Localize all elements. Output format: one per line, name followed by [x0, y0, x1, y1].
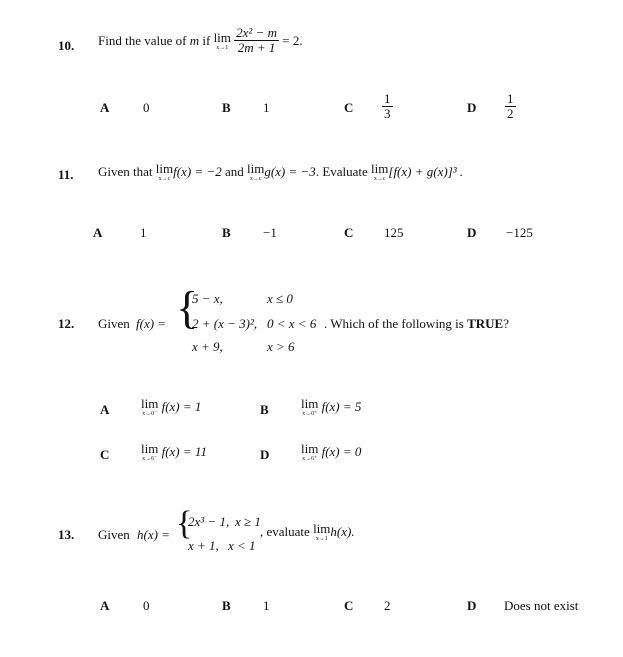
q10-option-a-value: 0 [143, 100, 150, 115]
q12-tail [324, 316, 509, 332]
q11-option-a-letter: A [93, 225, 103, 240]
q10-fraction [234, 26, 279, 56]
q12-case-1-cond: x ≤ 0 [267, 291, 293, 306]
q12-case-3-expr: x + 9, [192, 339, 223, 354]
q11-evaluate: . Evaluate [315, 164, 368, 179]
option-expr: f(x) = 0 [321, 444, 362, 459]
q11-option-b-value: −1 [263, 225, 277, 240]
q12-case-3-cond: x > 6 [267, 339, 295, 354]
question-11-text [98, 162, 463, 182]
q10-var: m [189, 32, 200, 48]
q10-option-d-letter: D [467, 100, 477, 115]
q12-option-c-value [141, 442, 207, 462]
frac-den: 3 [384, 106, 391, 122]
q12-given: Given [98, 316, 130, 331]
q11-option-a-value: 1 [140, 225, 147, 240]
lim-subscript: x→c [373, 176, 386, 182]
q12-tail-end: ? [503, 316, 510, 331]
q11-and: and [224, 164, 244, 179]
q11-option-c-letter: C [344, 225, 354, 240]
q10-option-b-value: 1 [263, 100, 270, 115]
q10-option-a-letter: A [100, 100, 110, 115]
lim-word: lim [213, 29, 231, 45]
lim-subscript: x→0⁻ [142, 411, 158, 417]
q10-numerator: 2x² − m [236, 25, 277, 40]
q12-option-d-value [301, 442, 361, 462]
q11-expr2: g(x) = −3 [264, 164, 316, 179]
q10-equals: = 2. [282, 32, 303, 48]
question-10-text [98, 26, 303, 56]
q13-case-1-expr: 2x³ − 1, [188, 514, 230, 529]
q13-tail [260, 522, 355, 542]
question-10-number: 10. [58, 38, 75, 53]
q10-option-c-letter: C [344, 100, 354, 115]
lim-word: lim [155, 161, 174, 176]
q12-case-2-cond: 0 < x < 6 [267, 316, 317, 331]
frac-num: 1 [507, 91, 514, 106]
q13-option-c-letter: C [344, 598, 354, 613]
q11-limit-2 [247, 162, 264, 182]
lim-subscript: x→6⁻ [142, 456, 158, 462]
q13-option-b-letter: B [222, 598, 231, 613]
q12-tail-text: . Which of the following is [324, 316, 464, 331]
q13-brace: { [176, 505, 193, 542]
lim-word: lim [141, 396, 159, 411]
frac-num: 1 [384, 91, 391, 106]
q13-option-a-value: 0 [143, 598, 150, 613]
lim-word: lim [141, 441, 159, 456]
lim-word: lim [301, 441, 319, 456]
lim-subscript: x→6⁺ [302, 456, 318, 462]
q11-option-d-letter: D [467, 225, 477, 240]
q13-option-b-value: 1 [263, 598, 270, 613]
lim-subscript: x→c [249, 176, 262, 182]
q10-prefix: Find the value of [98, 32, 187, 48]
lim-subscript: x→c [158, 176, 171, 182]
q12-tail-bold: TRUE [467, 316, 504, 331]
option-expr: f(x) = 5 [321, 399, 362, 414]
q12-option-d-letter: D [260, 447, 270, 462]
q11-limit-1 [156, 162, 173, 182]
q11-option-b-letter: B [222, 225, 231, 240]
q13-option-d-letter: D [467, 598, 477, 613]
q12-option-b-letter: B [260, 402, 269, 417]
q12-brace: { [176, 282, 199, 333]
option-expr: f(x) = 11 [161, 444, 207, 459]
lim-word: lim [301, 396, 319, 411]
q13-expr: h(x). [330, 524, 355, 539]
q10-option-d-value [505, 92, 516, 122]
q10-limit [214, 31, 231, 51]
q13-option-c-value: 2 [384, 598, 391, 613]
q13-case-2-cond: x < 1 [228, 538, 256, 553]
q13-option-d-value: Does not exist [504, 598, 579, 613]
question-11-number: 11. [58, 167, 74, 182]
q13-case-2-expr: x + 1, [188, 538, 219, 553]
lim-subscript: x→1 [315, 536, 328, 542]
q13-hx: h(x) = [137, 527, 170, 542]
q11-limit-3 [371, 162, 388, 182]
lim-word: lim [246, 161, 265, 176]
lim-word: lim [313, 521, 331, 536]
lim-subscript: x→1 [216, 44, 229, 51]
q11-option-d-value: −125 [506, 225, 533, 240]
q13-evaluate: , evaluate [260, 524, 310, 539]
q10-denominator: 2m + 1 [234, 40, 279, 55]
q12-option-c-letter: C [100, 447, 110, 462]
q12-case-2-expr: 2 + (x − 3)², [192, 316, 258, 331]
q11-given: Given that [98, 164, 153, 179]
q13-option-a-letter: A [100, 598, 110, 613]
q11-option-c-value: 125 [384, 225, 404, 240]
q12-option-b-value [301, 397, 361, 417]
q12-option-a-value [141, 397, 201, 417]
q13-case-1-cond: x ≥ 1 [235, 514, 261, 529]
q11-expr3: [f(x) + g(x)]³ . [388, 164, 464, 179]
q12-case-1-expr: 5 − x, [192, 291, 223, 306]
q12-option-a-letter: A [100, 402, 110, 417]
q10-if: if [202, 32, 211, 48]
q10-option-c-value [382, 92, 393, 122]
lim-subscript: x→0⁺ [302, 411, 318, 417]
q11-expr1: f(x) = −2 [173, 164, 222, 179]
lim-word: lim [371, 161, 389, 176]
q10-option-b-letter: B [222, 100, 231, 115]
q13-given: Given [98, 527, 130, 542]
question-13-number: 13. [58, 527, 75, 542]
question-12-number: 12. [58, 316, 75, 331]
option-expr: f(x) = 1 [161, 399, 202, 414]
q12-fx: f(x) = [136, 316, 167, 331]
frac-den: 2 [507, 106, 514, 122]
